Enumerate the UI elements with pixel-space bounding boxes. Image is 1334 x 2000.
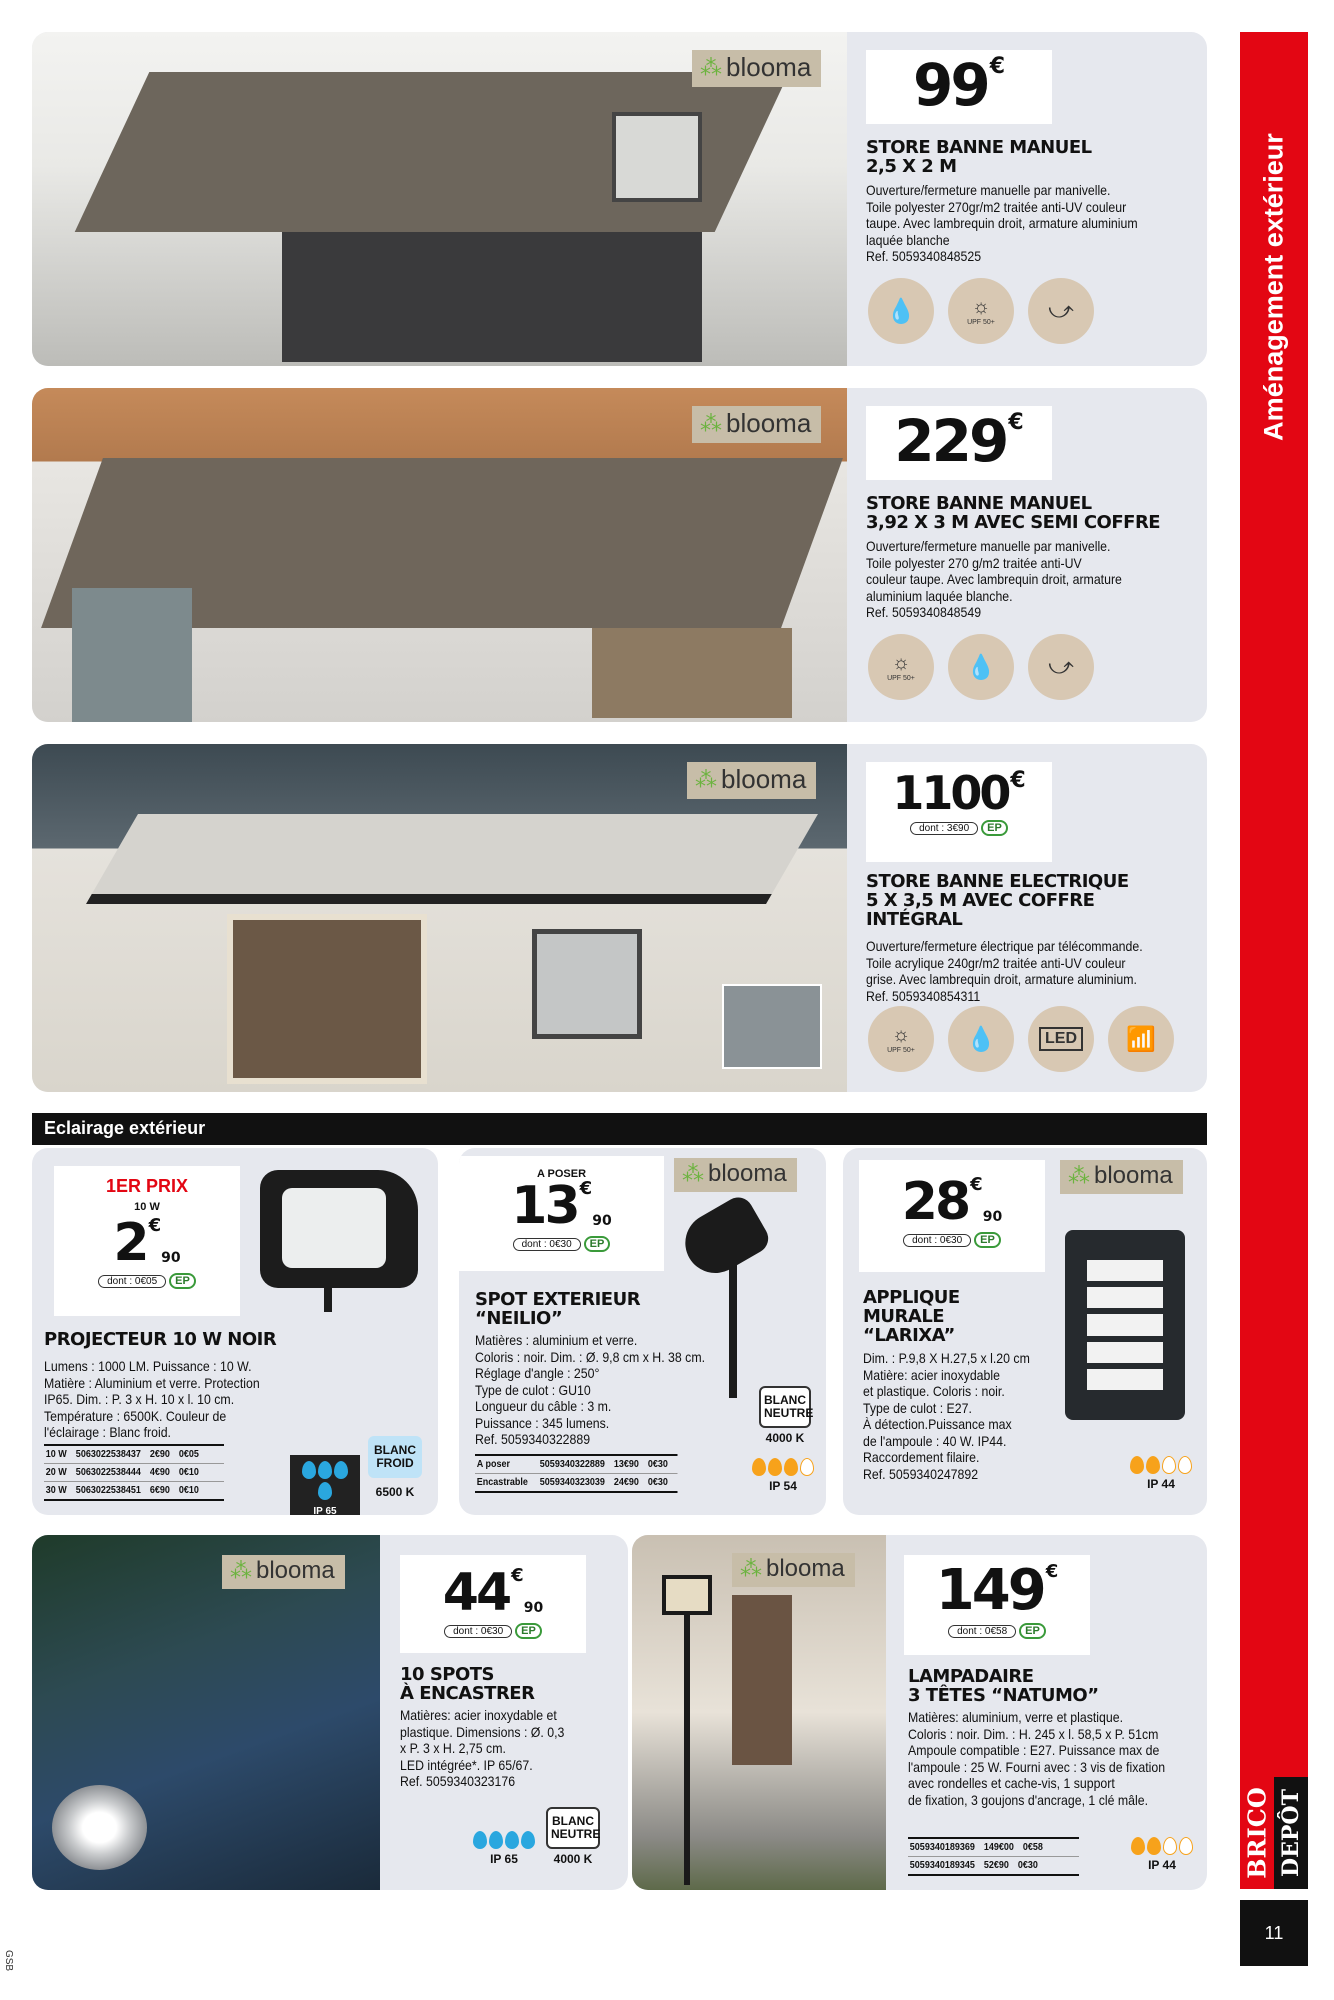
product-photo <box>1065 1230 1185 1420</box>
product-card-spot-neilio <box>459 1148 826 1515</box>
product-title: PROJECTEUR 10 W NOIR <box>44 1329 277 1350</box>
eco-participation: dont : 0€58 EP <box>948 1623 1046 1639</box>
price: 99 <box>912 51 988 119</box>
eco-participation: dont : 0€05 EP <box>98 1273 196 1289</box>
uv-protection-icon: ☼ UPF 50+ <box>868 634 934 700</box>
price-box: 1100€ dont : 3€90 EP <box>866 762 1052 862</box>
product-description: Dim. : P.9,8 X H.27,5 x l.20 cm Matière: acier inoxydable et plastique. Coloris : noir. Type de culot : E27. À détection.Puissance max de l'ampoule : 40 W. IP44. Raccordement filaire. Ref. 5059340247892 <box>863 1350 1030 1482</box>
waterproof-icon: 💧 <box>948 634 1014 700</box>
variants-table <box>475 1454 678 1493</box>
product-description: Lumens : 1000 LM. Puissance : 10 W. Matière : Aluminium et verre. Protection IP65. Dim. : P. 3 x H. 10 x l. 10 cm. Température : 6500K. Couleur de l'éclairage : Blanc froid. <box>44 1358 260 1440</box>
blooma-logo: ⁂ blooma <box>1060 1160 1183 1194</box>
price-box: 1ER PRIX 10 W 2 €90 dont : 0€05 EP <box>54 1166 240 1316</box>
table-row: Encastrable 5059340323039 24€90 0€30 <box>476 1477 668 1488</box>
price-box: 44 €90 dont : 0€30 EP <box>400 1555 586 1653</box>
price: 44 <box>442 1563 510 1623</box>
feature-icons <box>868 1006 1174 1072</box>
uv-protection-icon: ☼ UPF 50+ <box>868 1006 934 1072</box>
blooma-logo: ⁂ blooma <box>692 406 821 443</box>
variant: A POSER <box>536 1168 587 1180</box>
price: 1100 <box>892 766 1009 820</box>
product-title: STORE BANNE ELECTRIQUE 5 X 3,5 M AVEC COFFRE INTÉGRAL <box>866 871 1129 930</box>
page-number: 11 <box>1240 1900 1308 1966</box>
product-title: STORE BANNE MANUEL 3,92 X 3 M AVEC SEMI COFFRE <box>866 493 1161 533</box>
product-card-store-banne-1 <box>32 32 1207 366</box>
eco-participation: dont : 3€90 EP <box>910 820 1008 836</box>
product-description: Matières: acier inoxydable et plastique. Dimensions : Ø. 0,3 x P. 3 x H. 2,75 cm. LED intégrée*. IP 65/67. Ref. 5059340323176 <box>400 1707 565 1789</box>
section-header <box>32 1113 1207 1145</box>
price-box: 149 € dont : 0€58 EP <box>904 1555 1090 1655</box>
ip-rating: IP 65 <box>290 1455 360 1515</box>
price: 229 <box>894 407 1007 475</box>
section-title: Eclairage extérieur <box>44 1118 206 1138</box>
product-card-projecteur <box>32 1148 438 1515</box>
product-card-lampadaire-natumo <box>632 1535 1207 1890</box>
product-title: STORE BANNE MANUEL 2,5 X 2 M <box>866 137 1092 177</box>
product-photo <box>674 1192 773 1284</box>
variant: 10 W <box>134 1201 160 1213</box>
product-photo <box>632 1535 886 1890</box>
table-row: A poser 5059340322889 13€90 0€30 <box>475 1456 678 1474</box>
price-box: 99€ <box>866 50 1052 124</box>
table-row: 30 W 5063022538451 6€90 0€10 <box>45 1485 199 1496</box>
blooma-logo: ⁂ blooma <box>687 762 816 799</box>
blooma-logo: ⁂ blooma <box>222 1555 345 1589</box>
product-description: Ouverture/fermeture électrique par télécommande. Toile acrylique 240gr/m2 traitée anti-UV couleur grise. Avec lambrequin droit, armature aluminium. Ref. 5059340854311 <box>866 938 1143 1004</box>
product-description: Matières: aluminium, verre et plastique. Coloris : noir. Dim. : H. 245 x l. 58,5 x P. 51cm Ampoule compatible : E27. Puissance max de l'ampoule : 25 W. Fourni avec : 3 vis de fixation avec rondelles et cache-vis, 1 support de fixation, 3 goujons d'ancrage, 1 clé mâle. <box>908 1709 1166 1808</box>
price: 28 <box>901 1172 969 1232</box>
price: 2 <box>113 1213 147 1273</box>
feature-icons <box>868 278 1094 344</box>
product-title: SPOT EXTERIEUR “NEILIO” <box>475 1289 641 1329</box>
ip-rating: IP 54 <box>745 1458 821 1493</box>
manual-crank-icon: ⤻ <box>1028 634 1094 700</box>
logo-brico: BRICO <box>1242 1787 1272 1879</box>
category-sidebar <box>1240 32 1308 1777</box>
product-card-store-banne-electrique <box>32 744 1207 1092</box>
eco-participation: dont : 0€30 EP <box>903 1232 1001 1248</box>
first-price-badge: 1ER PRIX <box>105 1176 189 1196</box>
eco-participation: dont : 0€30 EP <box>513 1236 611 1252</box>
price-box: 28 €90 dont : 0€30 EP <box>859 1160 1045 1272</box>
product-title: 10 SPOTS À ENCASTRER <box>400 1664 535 1704</box>
table-row: 20 W 5063022538444 4€90 0€10 <box>44 1464 224 1482</box>
remote-control-icon: 📶 <box>1108 1006 1174 1072</box>
variants-table <box>44 1444 224 1501</box>
category-title: Aménagement extérieur <box>1258 133 1289 441</box>
waterproof-icon: 💧 <box>868 278 934 344</box>
product-description: Ouverture/fermeture manuelle par manivelle. Toile polyester 270 g/m2 traitée anti-UV couleur taupe. Avec lambrequin droit, armature aluminium laquée blanche. Ref. 5059340848549 <box>866 538 1122 620</box>
blooma-logo: ⁂ blooma <box>692 50 821 87</box>
brico-depot-logo <box>1240 1777 1308 1889</box>
price: 13 <box>511 1176 578 1236</box>
product-title: APPLIQUE MURALE “LARIXA” <box>863 1287 960 1346</box>
blooma-logo: ⁂ blooma <box>732 1553 855 1587</box>
inset-photo <box>722 984 822 1069</box>
light-color-badge: BLANC NEUTRE 4000 K <box>546 1807 600 1866</box>
manual-crank-icon: ⤻ <box>1028 278 1094 344</box>
light-color-badge: BLANC NEUTRE 4000 K <box>759 1386 811 1445</box>
table-row: 10 W 5063022538437 2€90 0€05 <box>44 1446 224 1464</box>
price-box: A POSER 13 €90 dont : 0€30 EP <box>459 1156 664 1271</box>
product-card-applique-larixa <box>843 1148 1207 1515</box>
variants-table <box>908 1837 1079 1876</box>
product-description: Matières : aluminium et verre. Coloris : noir. Dim. : Ø. 9,8 cm x H. 38 cm. Réglage d'angle : 250° Type de culot : GU10 Longueur du câble : 3 m. Puissance : 345 lumens. Ref. 5059340322889 <box>475 1332 706 1447</box>
product-description: Ouverture/fermeture manuelle par manivelle. Toile polyester 270gr/m2 traitée anti-UV couleur taupe. Avec lambrequin droit, armature aluminium laquée blanche Ref. 5059340848525 <box>866 182 1138 264</box>
product-photo <box>260 1170 418 1288</box>
ip-rating: IP 44 <box>1123 1456 1199 1491</box>
product-title: LAMPADAIRE 3 TÊTES “NATUMO” <box>908 1666 1099 1706</box>
ip-rating: IP 44 <box>1124 1837 1200 1872</box>
price: 149 <box>935 1558 1044 1623</box>
blooma-logo: ⁂ blooma <box>674 1158 797 1192</box>
feature-icons <box>868 634 1094 700</box>
uv-protection-icon: ☼ UPF 50+ <box>948 278 1014 344</box>
product-card-store-banne-2 <box>32 388 1207 722</box>
ip-rating: IP 65 <box>466 1831 542 1866</box>
price-box: 229€ <box>866 406 1052 480</box>
light-color-badge: BLANC FROID 6500 K <box>368 1436 422 1499</box>
product-card-10-spots <box>32 1535 628 1890</box>
logo-depot: DEPÔT <box>1278 1789 1304 1877</box>
table-row: 5059340189369 149€00 0€58 <box>908 1839 1079 1857</box>
eco-participation: dont : 0€30 EP <box>444 1623 542 1639</box>
table-row: 5059340189345 52€90 0€30 <box>909 1860 1038 1871</box>
waterproof-icon: 💧 <box>948 1006 1014 1072</box>
led-icon: LED <box>1028 1006 1094 1072</box>
footer-code: GSB <box>3 1949 15 1972</box>
